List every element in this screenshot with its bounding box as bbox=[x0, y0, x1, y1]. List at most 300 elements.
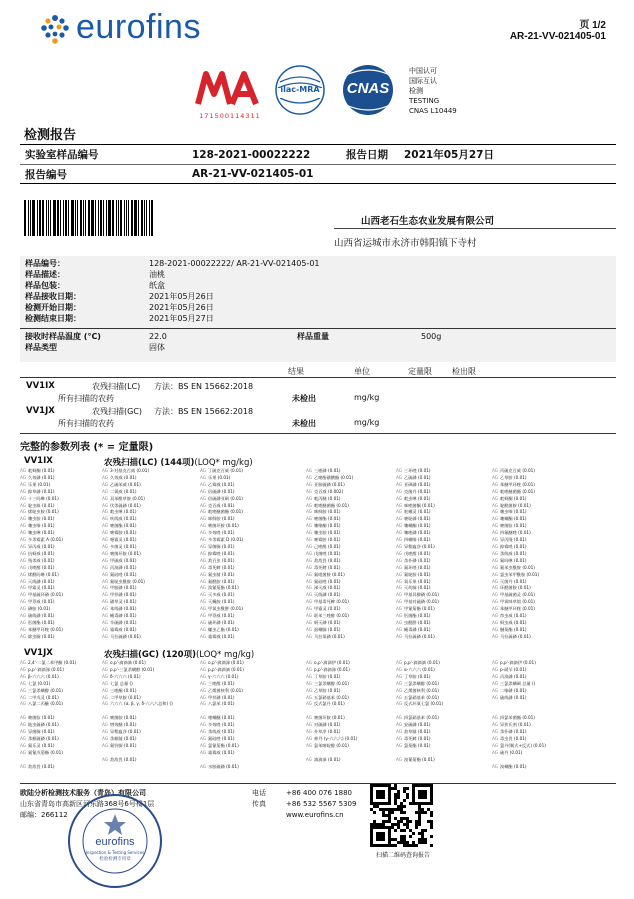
barcode-bar bbox=[57, 200, 59, 236]
ag-tag: AG bbox=[492, 481, 499, 487]
param-item bbox=[102, 620, 200, 627]
param-item bbox=[306, 585, 396, 592]
param-name: 辛硫磷 (0.01) bbox=[110, 619, 137, 625]
barcode-bar bbox=[95, 200, 96, 236]
param-name: 林丹 (γ-六六六) (0.01) bbox=[314, 735, 358, 741]
footer-address: 山东省青岛市高新区河东路368号6号楼1层 bbox=[20, 800, 155, 808]
param-name: 除虫脲 (0.01) bbox=[28, 633, 55, 639]
ag-tag: AG bbox=[20, 495, 27, 501]
result-name: 农残扫描(LC) bbox=[92, 382, 141, 391]
ag-tag: AG bbox=[492, 694, 499, 700]
param-item bbox=[396, 674, 492, 681]
ag-tag: AG bbox=[102, 722, 109, 728]
param-name: 啶虫脒 (0.01) bbox=[28, 502, 55, 508]
gc-title-text: 农残扫描(GC) (120项) bbox=[104, 650, 196, 660]
ag-tag: AG bbox=[306, 502, 313, 508]
param-item bbox=[492, 592, 602, 599]
param-column bbox=[396, 660, 492, 764]
param-item bbox=[306, 722, 396, 729]
param-item bbox=[200, 530, 306, 537]
barcode-bar bbox=[88, 200, 90, 236]
param-item bbox=[20, 634, 102, 641]
ag-tag: AG bbox=[102, 687, 109, 693]
param-column bbox=[492, 660, 602, 771]
eurofins-logo-text: eurofins bbox=[76, 8, 201, 46]
param-name: 多效唑 (0.01) bbox=[208, 722, 235, 728]
param-name: 七氯 (0.01) bbox=[28, 680, 51, 686]
report-barcode bbox=[24, 200, 172, 236]
ag-tag: AG bbox=[20, 701, 27, 707]
ag-tag: AG bbox=[200, 660, 207, 665]
ag-tag: AG bbox=[200, 571, 207, 577]
param-name: 甲胺磷 (0.01) bbox=[110, 585, 137, 591]
ag-tag: AG bbox=[396, 633, 403, 639]
param-name: 马拉硫磷 (0.01) bbox=[404, 633, 435, 639]
param-name: 多菌灵 (0.01) bbox=[110, 543, 137, 549]
param-item bbox=[396, 620, 492, 627]
ag-tag: AG bbox=[306, 557, 313, 563]
ag-tag: AG bbox=[102, 666, 109, 672]
result-group bbox=[20, 406, 616, 432]
param-item bbox=[306, 572, 396, 579]
param-item bbox=[200, 565, 306, 572]
ag-tag: AG bbox=[102, 578, 109, 584]
param-item bbox=[492, 572, 602, 579]
ag-tag: AG bbox=[396, 550, 403, 556]
param-name: 噻螨酮 (0.01) bbox=[404, 523, 431, 529]
ag-tag: AG bbox=[200, 481, 207, 487]
barcode-bar bbox=[77, 200, 78, 236]
param-item bbox=[20, 674, 102, 681]
barcode-bar bbox=[128, 200, 129, 236]
param-name: 反式环氧七氯 (0.01) bbox=[404, 701, 444, 707]
ag-tag: AG bbox=[200, 694, 207, 700]
param-name: 蝇毒磷 (0.01) bbox=[404, 626, 431, 632]
info-value: 2021年05月26日 bbox=[149, 303, 214, 312]
client-address: 山西省运城市永济市韩阳镇下寺村 bbox=[334, 238, 477, 249]
result-method: 方法：BS EN 15662:2018 bbox=[154, 382, 254, 391]
ag-tag: AG bbox=[102, 619, 109, 625]
param-item bbox=[200, 757, 306, 764]
ag-tag: AG bbox=[492, 680, 499, 686]
ag-tag: AG bbox=[20, 502, 27, 508]
ag-tag: AG bbox=[396, 474, 403, 480]
barcode-bar bbox=[46, 200, 47, 236]
param-name: 乐果 (0.01) bbox=[28, 481, 51, 487]
ag-tag: AG bbox=[306, 578, 313, 584]
ag-tag: AG bbox=[492, 488, 499, 494]
param-name: 咪唑菌酮 (0.01) bbox=[404, 502, 435, 508]
param-name: 硫线磷 (0.01) bbox=[28, 613, 55, 619]
param-name: 八氯苯 (0.01) bbox=[208, 701, 235, 707]
ag-tag: AG bbox=[492, 742, 499, 748]
param-item bbox=[102, 544, 200, 551]
param-item bbox=[396, 701, 492, 708]
param-item bbox=[492, 585, 602, 592]
param-item bbox=[102, 674, 200, 681]
ag-tag: AG bbox=[102, 735, 109, 741]
ag-tag: AG bbox=[20, 619, 27, 625]
barcode-bar bbox=[85, 200, 86, 236]
ag-tag: AG bbox=[492, 516, 499, 522]
param-item bbox=[306, 729, 396, 736]
ag-tag: AG bbox=[200, 543, 207, 549]
param-item bbox=[492, 537, 602, 544]
ag-tag: AG bbox=[20, 557, 27, 563]
ag-tag: AG bbox=[20, 613, 27, 619]
report-title: 检测报告 bbox=[24, 128, 77, 143]
ag-tag: AG bbox=[492, 626, 499, 632]
param-item bbox=[20, 537, 102, 544]
ag-tag: AG bbox=[396, 626, 403, 632]
param-name: 吡蚜酮 (0.01) bbox=[500, 495, 527, 501]
param-item bbox=[200, 634, 306, 641]
ag-tag: AG bbox=[492, 606, 499, 612]
param-item bbox=[200, 667, 306, 674]
param-name: 乙草胺 (0.01) bbox=[314, 687, 341, 693]
param-name: 苯线磷 (0.01) bbox=[110, 606, 137, 612]
param-item bbox=[492, 620, 602, 627]
param-name: 嘧霉胺 (0.01) bbox=[110, 530, 137, 536]
ilac-mra-logo-icon bbox=[272, 64, 328, 116]
param-name: 异菌脲 (0.01) bbox=[208, 543, 235, 549]
info-label: 检测开始日期： bbox=[25, 303, 81, 312]
param-item bbox=[492, 503, 602, 510]
stamp-cn: 检验检测专用章 bbox=[99, 857, 131, 862]
ag-tag: AG bbox=[492, 468, 499, 473]
ag-tag: AG bbox=[492, 523, 499, 529]
ag-tag: AG bbox=[492, 613, 499, 619]
param-item bbox=[306, 482, 396, 489]
ag-tag: AG bbox=[396, 495, 403, 501]
param-name: 虫酰肼 (0.01) bbox=[404, 619, 431, 625]
param-item bbox=[20, 627, 102, 634]
ag-tag: AG bbox=[20, 578, 27, 584]
param-item bbox=[200, 688, 306, 695]
param-column bbox=[102, 468, 200, 641]
barcode-bar bbox=[28, 200, 29, 236]
param-name: 四螨嗪 (0.01) bbox=[404, 537, 431, 543]
ag-tag: AG bbox=[306, 488, 313, 494]
param-item bbox=[306, 537, 396, 544]
ag-tag: AG bbox=[20, 516, 27, 522]
param-item bbox=[200, 660, 306, 667]
param-name: 氯苯嘧啶醇 (0.01) bbox=[314, 742, 349, 748]
param-column bbox=[20, 468, 102, 641]
qty-label: 样品重量 bbox=[297, 332, 329, 341]
param-name: 嘧啶磷 (0.01) bbox=[404, 516, 431, 522]
param-name: 氯虫苯甲酰胺 (0.01) bbox=[500, 571, 540, 577]
param-item bbox=[200, 523, 306, 530]
param-name: 嘧霉胺 (0.01) bbox=[314, 537, 341, 543]
param-name: 三氯杀螨醇 (0.01) bbox=[314, 680, 349, 686]
ag-tag: AG bbox=[200, 613, 207, 619]
param-item bbox=[102, 743, 200, 750]
param-item bbox=[102, 565, 200, 572]
param-item bbox=[102, 599, 200, 606]
param-item bbox=[396, 667, 492, 674]
param-name: 己唑醇 (0.01) bbox=[314, 543, 341, 549]
ag-tag: AG bbox=[396, 564, 403, 570]
param-name: 毒死蜱 (0.01) bbox=[404, 735, 431, 741]
param-name: 残杀威 (0.01) bbox=[28, 557, 55, 563]
ag-tag: AG bbox=[200, 606, 207, 612]
ag-tag: AG bbox=[102, 474, 109, 480]
param-item bbox=[200, 715, 306, 722]
param-item bbox=[20, 681, 102, 688]
param-name: 多效唑 (0.01) bbox=[208, 530, 235, 536]
ag-tag: AG bbox=[306, 756, 313, 762]
param-item bbox=[200, 722, 306, 729]
param-name: 三氯杀螨砜 总量 () bbox=[500, 680, 536, 686]
info-row bbox=[25, 280, 611, 291]
param-name: γ-六六六 (0.01) bbox=[208, 673, 239, 679]
param-item bbox=[396, 729, 492, 736]
ag-tag: AG bbox=[492, 599, 499, 605]
param-item bbox=[396, 579, 492, 586]
param-item bbox=[102, 722, 200, 729]
barcode-bar bbox=[103, 200, 104, 236]
ag-tag: AG bbox=[102, 715, 109, 721]
param-name: 杀线威 (0.01) bbox=[500, 550, 527, 556]
ag-tag: AG bbox=[492, 633, 499, 639]
param-item bbox=[20, 523, 102, 530]
param-item bbox=[20, 715, 102, 722]
client-divider bbox=[334, 228, 616, 229]
barcode-bar bbox=[108, 200, 111, 236]
barcode-bar bbox=[134, 200, 137, 236]
param-item bbox=[492, 722, 602, 729]
param-name: 溴螨酯 (0.01) bbox=[500, 763, 527, 769]
param-item bbox=[200, 599, 306, 606]
param-item bbox=[102, 572, 200, 579]
barcode-bar bbox=[32, 200, 35, 236]
ag-tag: AG bbox=[200, 735, 207, 741]
ag-tag: AG bbox=[200, 715, 207, 721]
param-item bbox=[306, 750, 396, 757]
barcode-bar bbox=[100, 200, 102, 236]
param-item bbox=[102, 695, 200, 702]
param-item bbox=[20, 606, 102, 613]
param-name: 烯啶虫胺 (0.01) bbox=[28, 509, 59, 515]
param-name: 乙草胺 (0.01) bbox=[500, 474, 527, 480]
param-name: 杀扑磷 (0.01) bbox=[404, 557, 431, 563]
param-name: 三氯杀螨醇 (0.01) bbox=[404, 680, 439, 686]
ag-tag: AG bbox=[396, 537, 403, 543]
ag-tag: AG bbox=[492, 592, 499, 598]
ag-tag: AG bbox=[396, 530, 403, 536]
ag-tag: AG bbox=[306, 666, 313, 672]
param-name: 咪鲜胺 (0.01) bbox=[208, 516, 235, 522]
ag-tag: AG bbox=[396, 543, 403, 549]
param-item bbox=[396, 736, 492, 743]
ag-tag: AG bbox=[306, 735, 313, 741]
param-item bbox=[396, 599, 492, 606]
param-name: 嘧菌酯 (0.01) bbox=[314, 516, 341, 522]
ag-tag: AG bbox=[396, 481, 403, 487]
result-unit: mg/kg bbox=[354, 418, 380, 427]
param-item bbox=[20, 572, 102, 579]
gc-title bbox=[104, 648, 254, 660]
param-item bbox=[20, 544, 102, 551]
ag-tag: AG bbox=[492, 673, 499, 679]
param-name: 嘧菌腙 (0.01) bbox=[500, 523, 527, 529]
param-item bbox=[20, 503, 102, 510]
ag-tag: AG bbox=[306, 673, 313, 679]
ag-tag: AG bbox=[102, 516, 109, 522]
info-label: 检测结束日期： bbox=[25, 314, 81, 323]
ag-tag: AG bbox=[306, 660, 313, 665]
param-name: 硫环磷 (0.01) bbox=[208, 619, 235, 625]
param-item bbox=[306, 620, 396, 627]
param-item bbox=[200, 736, 306, 743]
ag-tag: AG bbox=[200, 673, 207, 679]
param-item bbox=[200, 708, 306, 715]
ag-tag: AG bbox=[306, 729, 313, 735]
ag-tag: AG bbox=[200, 763, 207, 769]
param-name: 噁霜灵 (0.01) bbox=[110, 537, 137, 543]
param-item bbox=[492, 736, 602, 743]
ag-tag: AG bbox=[306, 722, 313, 728]
param-name: 乙硫苯威 (0.01) bbox=[110, 481, 141, 487]
param-name: 噻嗪酮 (0.01) bbox=[314, 523, 341, 529]
ag-tag: AG bbox=[20, 722, 27, 728]
param-item bbox=[20, 613, 102, 620]
ag-tag: AG bbox=[20, 660, 27, 665]
param-name: 茚虫威 (0.01) bbox=[500, 613, 527, 619]
ag-tag: AG bbox=[200, 516, 207, 522]
ag-tag: AG bbox=[396, 673, 403, 679]
param-item bbox=[20, 764, 102, 771]
barcode-bar bbox=[39, 200, 41, 236]
ag-tag: AG bbox=[20, 599, 27, 605]
param-item bbox=[492, 509, 602, 516]
param-item bbox=[492, 681, 602, 688]
param-item bbox=[200, 516, 306, 523]
param-item bbox=[102, 634, 200, 641]
ag-tag: AG bbox=[102, 756, 109, 762]
param-name: 呋线威 (0.01) bbox=[110, 516, 137, 522]
temp-value: 22.0 bbox=[149, 332, 167, 341]
param-name: 三氯杀螨醇 (0.01) bbox=[28, 687, 63, 693]
ag-tag: AG bbox=[396, 516, 403, 522]
param-item bbox=[306, 667, 396, 674]
param-name: 氟乐灵 (0.01) bbox=[28, 742, 55, 748]
ag-tag: AG bbox=[20, 509, 27, 515]
param-name: 噻虫啉 (0.01) bbox=[28, 530, 55, 536]
param-item bbox=[20, 509, 102, 516]
param-name: 伏杀硫磷 (0.01) bbox=[110, 502, 141, 508]
param-name: 嘧菌环胺 (0.01) bbox=[110, 550, 141, 556]
param-item bbox=[200, 496, 306, 503]
param-item bbox=[396, 627, 492, 634]
param-name: 喹螨醚 (0.01) bbox=[208, 715, 235, 721]
ag-tag: AG bbox=[200, 488, 207, 494]
param-name: 甲氧虫酰肼 (0.01) bbox=[208, 606, 243, 612]
param-name: 嘧菌环胺 (0.01) bbox=[314, 715, 345, 721]
param-item bbox=[102, 558, 200, 565]
param-item bbox=[396, 503, 492, 510]
param-item bbox=[306, 565, 396, 572]
param-item bbox=[396, 660, 492, 667]
param-item bbox=[306, 674, 396, 681]
barcode-bar bbox=[63, 200, 64, 236]
col-lod: 检出限 bbox=[452, 367, 476, 376]
param-item bbox=[492, 558, 602, 565]
param-name: 苯醚甲环唑 (0.01) bbox=[500, 606, 535, 612]
param-item bbox=[306, 708, 396, 715]
ag-tag: AG bbox=[396, 468, 403, 473]
info-row bbox=[25, 269, 611, 280]
param-item bbox=[492, 475, 602, 482]
ag-tag: AG bbox=[306, 694, 313, 700]
param-name: 肟菌酯 (0.01) bbox=[28, 619, 55, 625]
ag-tag: AG bbox=[396, 606, 403, 612]
ilac-label: ilac-MRA bbox=[280, 85, 320, 94]
stamp-title: eurofins bbox=[95, 836, 135, 848]
ag-tag: AG bbox=[200, 495, 207, 501]
param-item bbox=[200, 475, 306, 482]
param-item bbox=[20, 482, 102, 489]
param-item bbox=[20, 599, 102, 606]
ag-tag: AG bbox=[20, 694, 27, 700]
ag-tag: AG bbox=[20, 606, 27, 612]
result-name: 农残扫描(GC) bbox=[92, 407, 143, 416]
ag-tag: AG bbox=[20, 680, 27, 686]
param-item bbox=[200, 585, 306, 592]
fax-label: 传真 bbox=[252, 800, 266, 808]
qty-value: 500g bbox=[421, 332, 442, 341]
report-no-label: 报告编号 bbox=[25, 168, 67, 181]
barcode-bar bbox=[50, 200, 51, 236]
tel-value: +86 400 076 1880 bbox=[286, 789, 352, 797]
info-row bbox=[25, 258, 611, 269]
param-name: 溴氰菊酯 (0.01) bbox=[208, 585, 239, 591]
result-value: 未检出 bbox=[292, 394, 316, 403]
param-item bbox=[492, 482, 602, 489]
ag-tag: AG bbox=[306, 543, 313, 549]
param-name: 毒死蜱 (0.01) bbox=[314, 564, 341, 570]
param-item bbox=[102, 579, 200, 586]
param-item bbox=[306, 606, 396, 613]
param-item bbox=[306, 688, 396, 695]
results-divider bbox=[20, 433, 616, 434]
lc-title bbox=[104, 456, 253, 468]
ag-tag: AG bbox=[200, 585, 207, 591]
param-item bbox=[102, 468, 200, 475]
param-name: 吡虫啉 (0.01) bbox=[404, 495, 431, 501]
param-name: 乙烯菌核利 (0.01) bbox=[208, 687, 243, 693]
param-name: p,p'-滴滴滴 (0.01) bbox=[404, 660, 440, 665]
cnas-text-block bbox=[409, 66, 457, 116]
info-value: 油桃 bbox=[149, 270, 165, 279]
ag-tag: AG bbox=[306, 619, 313, 625]
ag-tag: AG bbox=[20, 585, 27, 591]
param-name: 扑草净 (0.01) bbox=[314, 729, 341, 735]
ag-tag: AG bbox=[200, 722, 207, 728]
barcode-bar bbox=[42, 200, 44, 236]
param-name: 六六六 (α, β, γ, δ-六六六总和) () bbox=[110, 701, 173, 707]
param-column bbox=[306, 660, 396, 764]
param-item bbox=[306, 627, 396, 634]
ag-tag: AG bbox=[102, 626, 109, 632]
ag-tag: AG bbox=[200, 523, 207, 529]
param-name: 甲基异柳磷 (0.01) bbox=[404, 592, 439, 598]
param-item bbox=[306, 681, 396, 688]
param-item bbox=[396, 688, 492, 695]
info-label: 样品编号： bbox=[25, 259, 65, 268]
inspection-stamp bbox=[66, 792, 164, 890]
